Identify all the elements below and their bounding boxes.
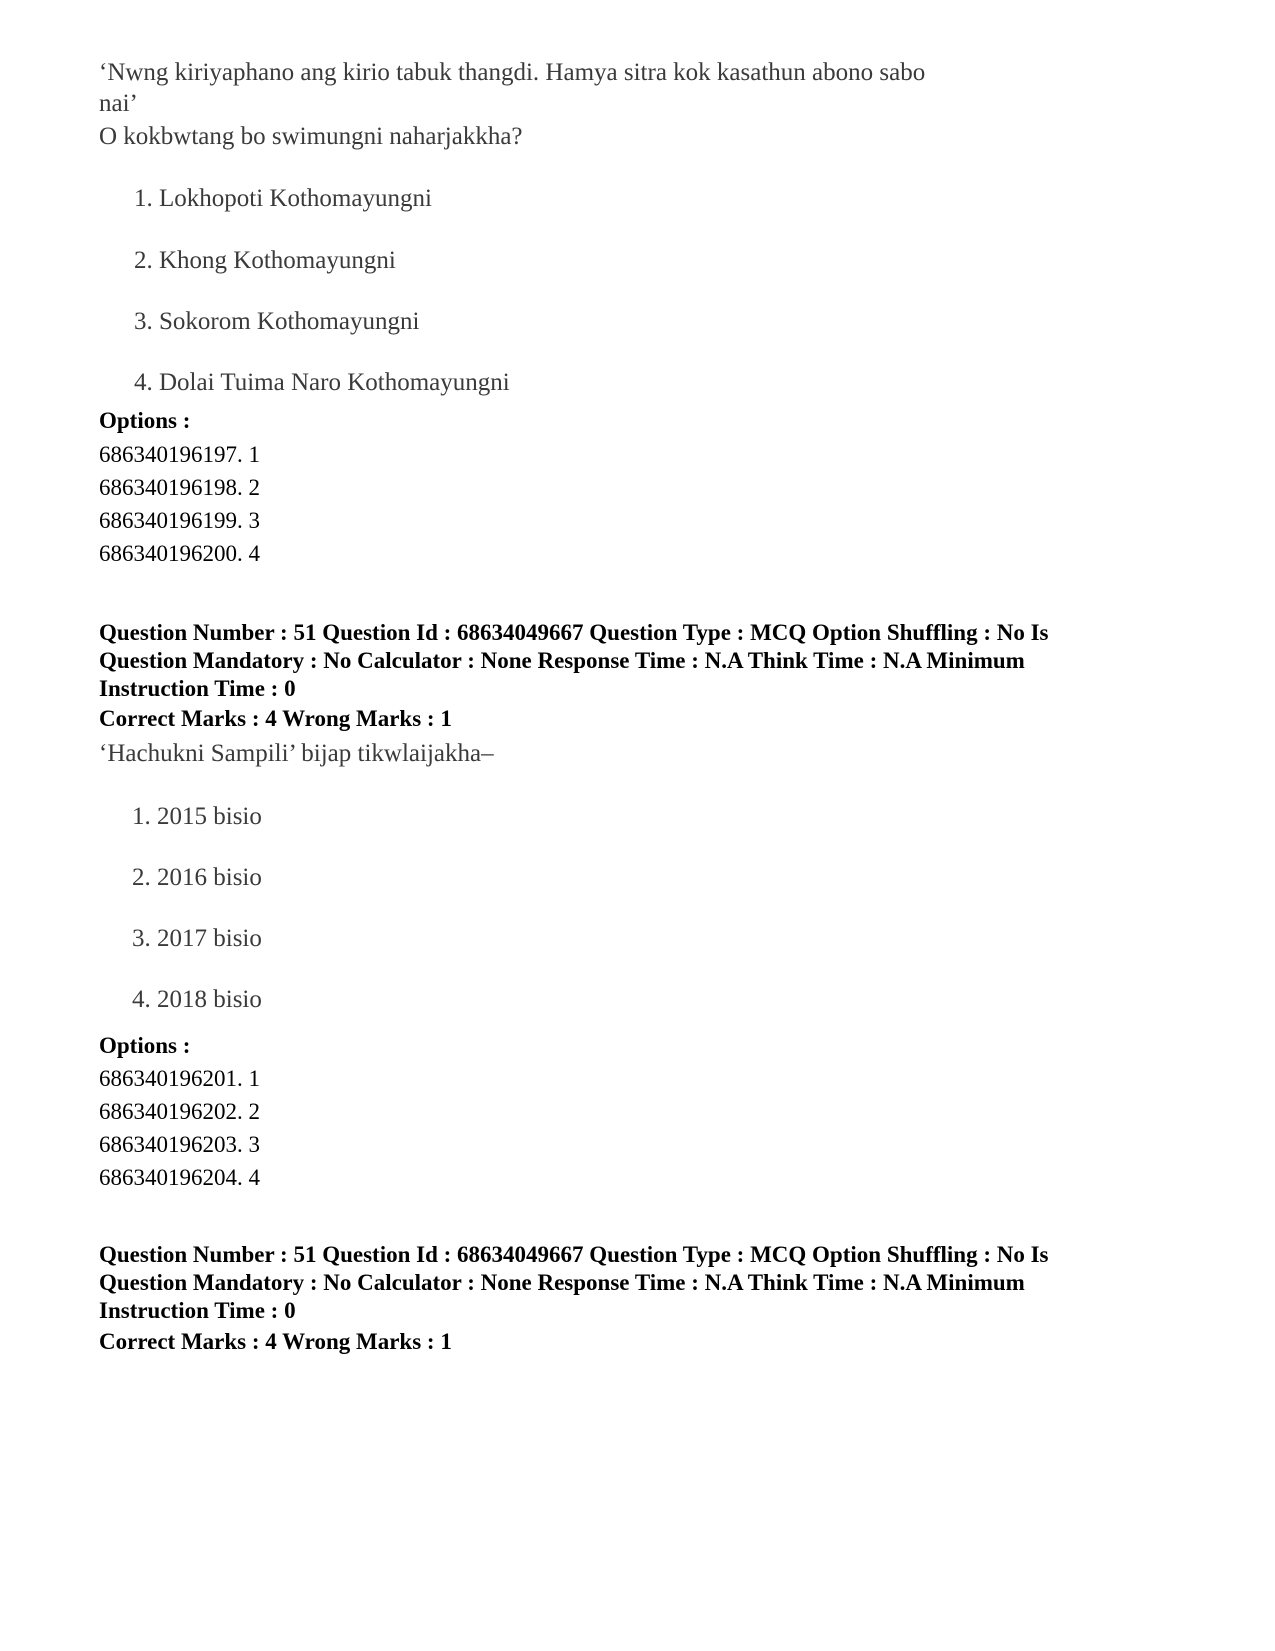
option-id: 686340196199. 3	[99, 508, 260, 533]
question-meta-line: Instruction Time : 0	[99, 676, 296, 701]
question-stem-line: ‘Nwng kiriyaphano ang kirio tabuk thangdi. Hamya sitra kok kasathun abono sabo	[99, 59, 926, 86]
marks-line: Correct Marks : 4 Wrong Marks : 1	[99, 706, 452, 731]
question-stem-line: nai’	[99, 90, 138, 117]
question-choice: 2. Khong Kothomayungni	[134, 247, 396, 274]
option-id: 686340196197. 1	[99, 442, 260, 467]
question-choice: 4. 2018 bisio	[132, 986, 262, 1013]
options-label: Options :	[99, 1033, 191, 1058]
option-id: 686340196204. 4	[99, 1165, 260, 1190]
marks-line: Correct Marks : 4 Wrong Marks : 1	[99, 1329, 452, 1354]
question-choice: 3. Sokorom Kothomayungni	[134, 308, 420, 335]
question-meta-line: Question Mandatory : No Calculator : None Response Time : N.A Think Time : N.A Minimum	[99, 1270, 1025, 1295]
option-id: 686340196203. 3	[99, 1132, 260, 1157]
question-choice: 2. 2016 bisio	[132, 864, 262, 891]
question-meta-line: Instruction Time : 0	[99, 1298, 296, 1323]
question-meta-line: Question Number : 51 Question Id : 68634049667 Question Type : MCQ Option Shuffling : No Is	[99, 620, 1049, 645]
question-meta-line: Question Number : 51 Question Id : 68634049667 Question Type : MCQ Option Shuffling : No Is	[99, 1242, 1049, 1267]
question-stem-line: O kokbwtang bo swimungni naharjakkha?	[99, 123, 523, 150]
question-choice: 3. 2017 bisio	[132, 925, 262, 952]
question-meta-line: Question Mandatory : No Calculator : None Response Time : N.A Think Time : N.A Minimum	[99, 648, 1025, 673]
option-id: 686340196200. 4	[99, 541, 260, 566]
option-id: 686340196201. 1	[99, 1066, 260, 1091]
question-choice: 1. Lokhopoti Kothomayungni	[134, 185, 432, 212]
option-id: 686340196202. 2	[99, 1099, 260, 1124]
option-id: 686340196198. 2	[99, 475, 260, 500]
options-label: Options :	[99, 408, 191, 433]
question-choice: 4. Dolai Tuima Naro Kothomayungni	[134, 369, 510, 396]
question-choice: 1. 2015 bisio	[132, 803, 262, 830]
question-meta	[99, 619, 1179, 703]
question-stem-line: ‘Hachukni Sampili’ bijap tikwlaijakha–	[99, 740, 494, 767]
question-meta	[99, 1241, 1179, 1325]
